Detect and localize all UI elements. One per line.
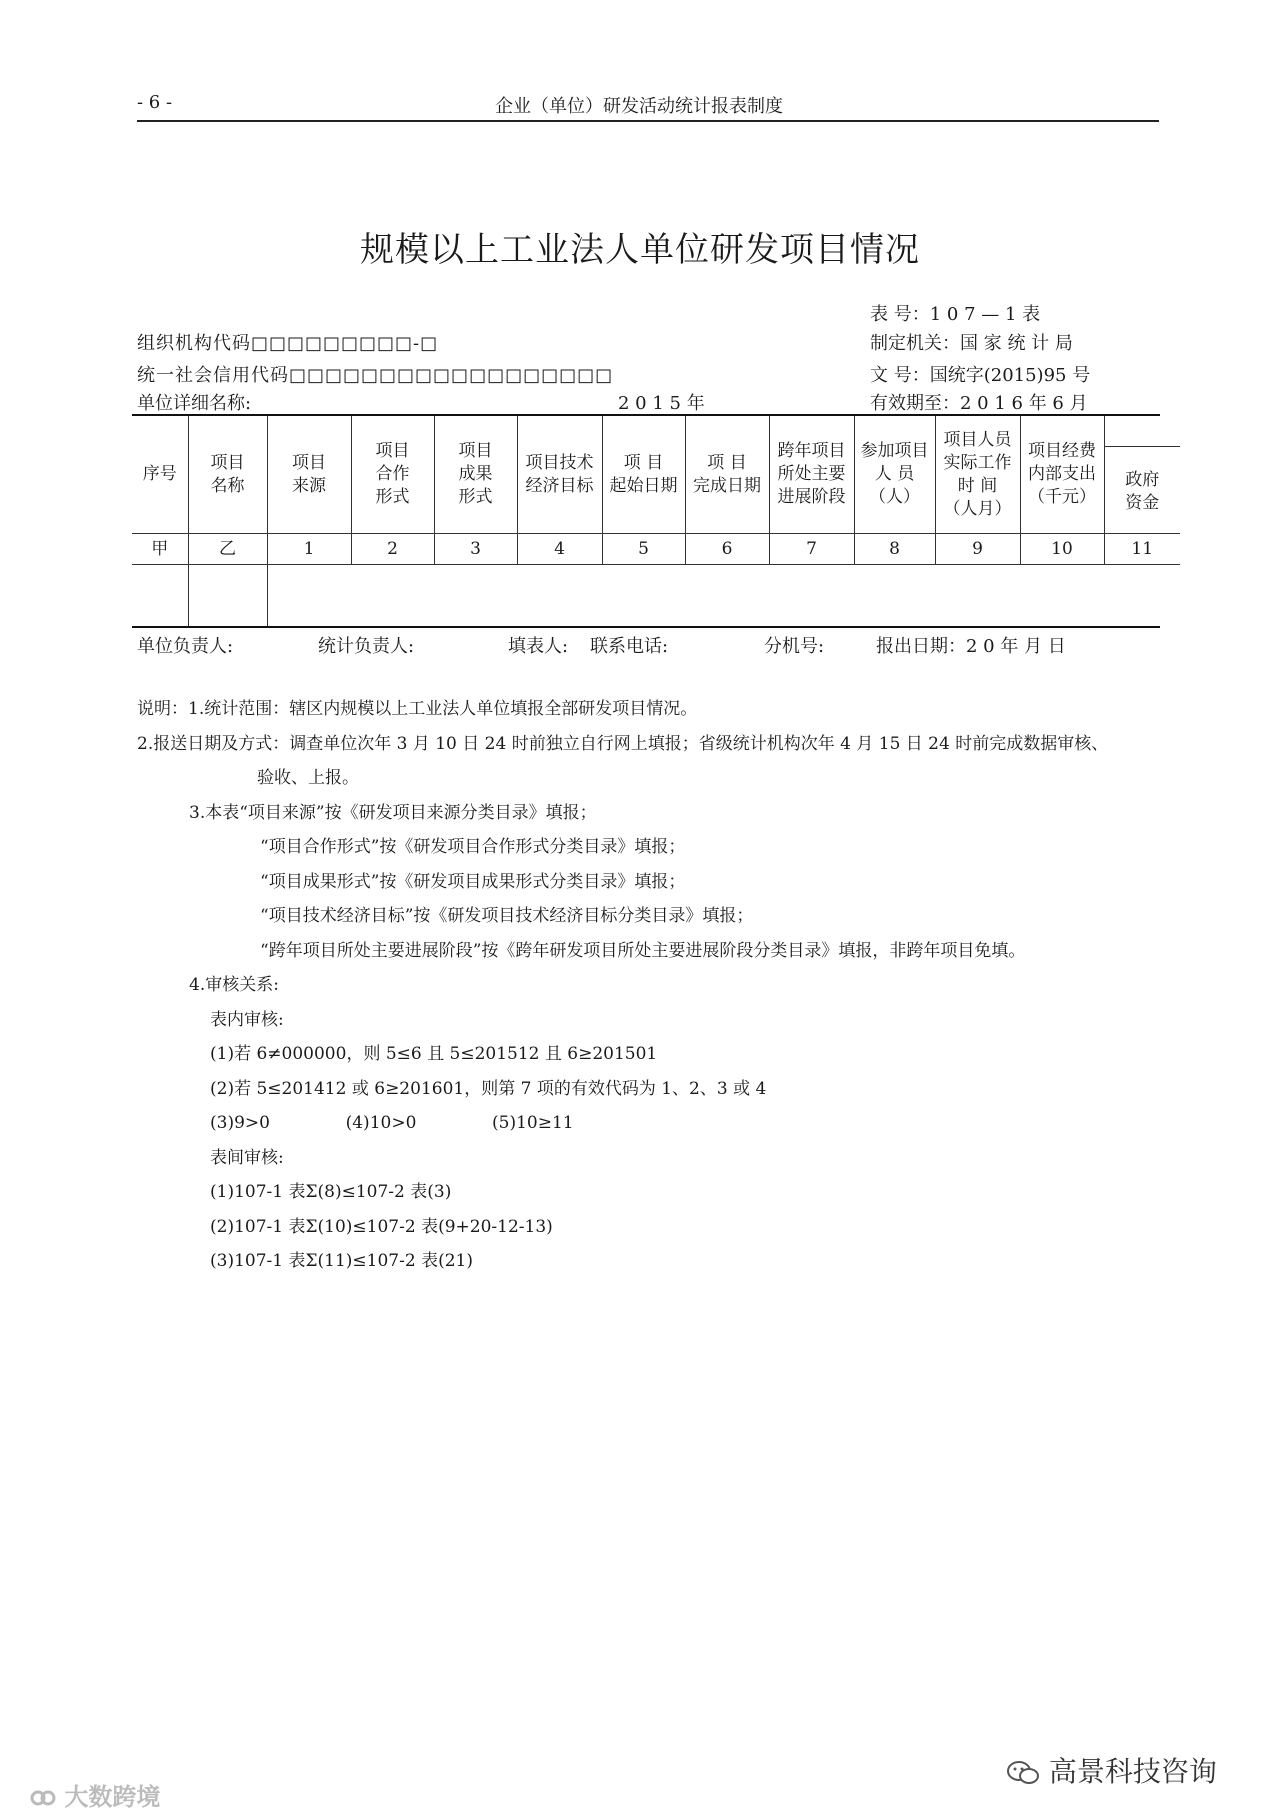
wechat-icon	[1006, 1759, 1040, 1787]
col-number: 乙	[188, 534, 267, 565]
col-header: 政府 资金	[1104, 416, 1180, 534]
col-header: 参加项目 人 员 （人）	[854, 416, 935, 534]
note-line: “项目成果形式”按《研发项目成果形式分类目录》填报；	[260, 871, 686, 892]
document-number: 文 号：国统字(2015)95 号	[870, 365, 1091, 386]
col-header: 跨年项目 所处主要 进展阶段	[769, 416, 854, 534]
header-rule	[137, 120, 1159, 122]
col-header: 项目 名称	[188, 416, 267, 534]
table-cell[interactable]	[132, 565, 188, 628]
note-line: 4.审核关系:	[189, 975, 279, 995]
col-header: 项 目 起始日期	[602, 416, 685, 534]
report-date-label: 报出日期：2 0 年 月 日	[876, 636, 1066, 657]
col-header: 项 目 完成日期	[685, 416, 769, 534]
table-number: 表 号：1 0 7 — 1 表	[870, 304, 1041, 325]
project-table	[132, 416, 1180, 628]
col-number: 1	[267, 534, 351, 565]
extension-label: 分机号:	[764, 636, 825, 657]
table-header-row	[132, 416, 1180, 534]
unit-head-label: 单位负责人:	[137, 636, 234, 657]
unit-name-label: 单位详细名称:	[137, 393, 252, 414]
notes-section	[137, 692, 1167, 1279]
note-line: (3)9>0 (4)10>0 (5)10≥11	[210, 1113, 574, 1133]
col-number: 2	[351, 534, 434, 565]
note-line: “跨年项目所处主要进展阶段”按《跨年研发项目所处主要进展阶段分类目录》填报，非跨年项目免填。	[260, 940, 1026, 961]
org-code-field: 组织机构代码□□□□□□□□□-□	[137, 333, 439, 354]
watermark-right	[1006, 1750, 1217, 1790]
header-subdivider	[1105, 446, 1181, 447]
col-number: 6	[685, 534, 769, 565]
col-header: 项目技术 经济目标	[517, 416, 602, 534]
valid-until: 有效期至：2 0 1 6 年 6 月	[870, 393, 1088, 414]
stat-head-label: 统计负责人:	[318, 636, 415, 657]
watermark-logo-icon	[30, 1787, 56, 1809]
col-number: 8	[854, 534, 935, 565]
watermark-left-text: 大数跨境	[64, 1783, 161, 1811]
credit-code-field: 统一社会信用代码□□□□□□□□□□□□□□□□□□	[137, 365, 614, 386]
col-number: 3	[434, 534, 517, 565]
col-number: 9	[935, 534, 1020, 565]
col-number: 5	[602, 534, 685, 565]
issuing-authority: 制定机关：国 家 统 计 局	[870, 333, 1073, 354]
phone-label: 联系电话:	[590, 636, 669, 657]
page-number: - 6 -	[137, 92, 173, 113]
col-header: 项目人员 实际工作 时 间 （人月）	[935, 416, 1020, 534]
col-header: 项目经费 内部支出 （千元）	[1020, 416, 1104, 534]
col-header: 项目 成果 形式	[434, 416, 517, 534]
note-line: 2.报送日期及方式：调查单位次年 3 月 10 日 24 时前独立自行网上填报；省级统计机构次年 4 月 15 日 24 时前完成数据审核、	[137, 733, 1109, 754]
note-line: 说明：1.统计范围：辖区内规模以上工业法人单位填报全部研发项目情况。	[137, 699, 698, 719]
col-header: 项目 合作 形式	[351, 416, 434, 534]
note-line: (1)107-1 表Σ(8)≤107-2 表(3)	[210, 1182, 452, 1202]
note-line: “项目技术经济目标”按《研发项目技术经济目标分类目录》填报；	[260, 906, 754, 926]
watermark-right-text: 高景科技咨询	[1048, 1755, 1217, 1788]
page-title: 规模以上工业法人单位研发项目情况	[360, 230, 920, 270]
note-line: (2)107-1 表Σ(10)≤107-2 表(9+20-12-13)	[210, 1216, 553, 1237]
table-cell[interactable]	[267, 565, 1180, 628]
watermark-left	[30, 1777, 160, 1812]
note-line: “项目合作形式”按《研发项目合作形式分类目录》填报；	[260, 837, 686, 857]
column-number-row	[132, 534, 1180, 565]
table-bottom-rule	[132, 626, 1160, 628]
table-cell[interactable]	[188, 565, 267, 628]
note-line: 验收、上报。	[257, 768, 359, 788]
col-header: 序号	[132, 416, 188, 534]
col-header: 项目 来源	[267, 416, 351, 534]
col-number: 7	[769, 534, 854, 565]
report-year: 2 0 1 5 年	[618, 393, 705, 414]
table-row	[132, 565, 1180, 628]
col-number: 10	[1020, 534, 1104, 565]
note-line: (3)107-1 表Σ(11)≤107-2 表(21)	[210, 1251, 473, 1271]
filler-label: 填表人:	[508, 636, 569, 657]
note-line: (2)若 5≤201412 或 6≥201601，则第 7 项的有效代码为 1、2、3 或 4	[210, 1078, 767, 1099]
note-line: 表内审核:	[210, 1009, 284, 1030]
running-header-title: 企业（单位）研发活动统计报表制度	[495, 96, 783, 117]
col-number: 甲	[132, 534, 188, 565]
col-number: 11	[1104, 534, 1180, 565]
col-number: 4	[517, 534, 602, 565]
note-line: 表间审核:	[210, 1147, 284, 1168]
note-line: (1)若 6≠000000，则 5≤6 且 5≤201512 且 6≥201501	[210, 1044, 658, 1064]
note-line: 3.本表“项目来源”按《研发项目来源分类目录》填报；	[189, 802, 597, 823]
